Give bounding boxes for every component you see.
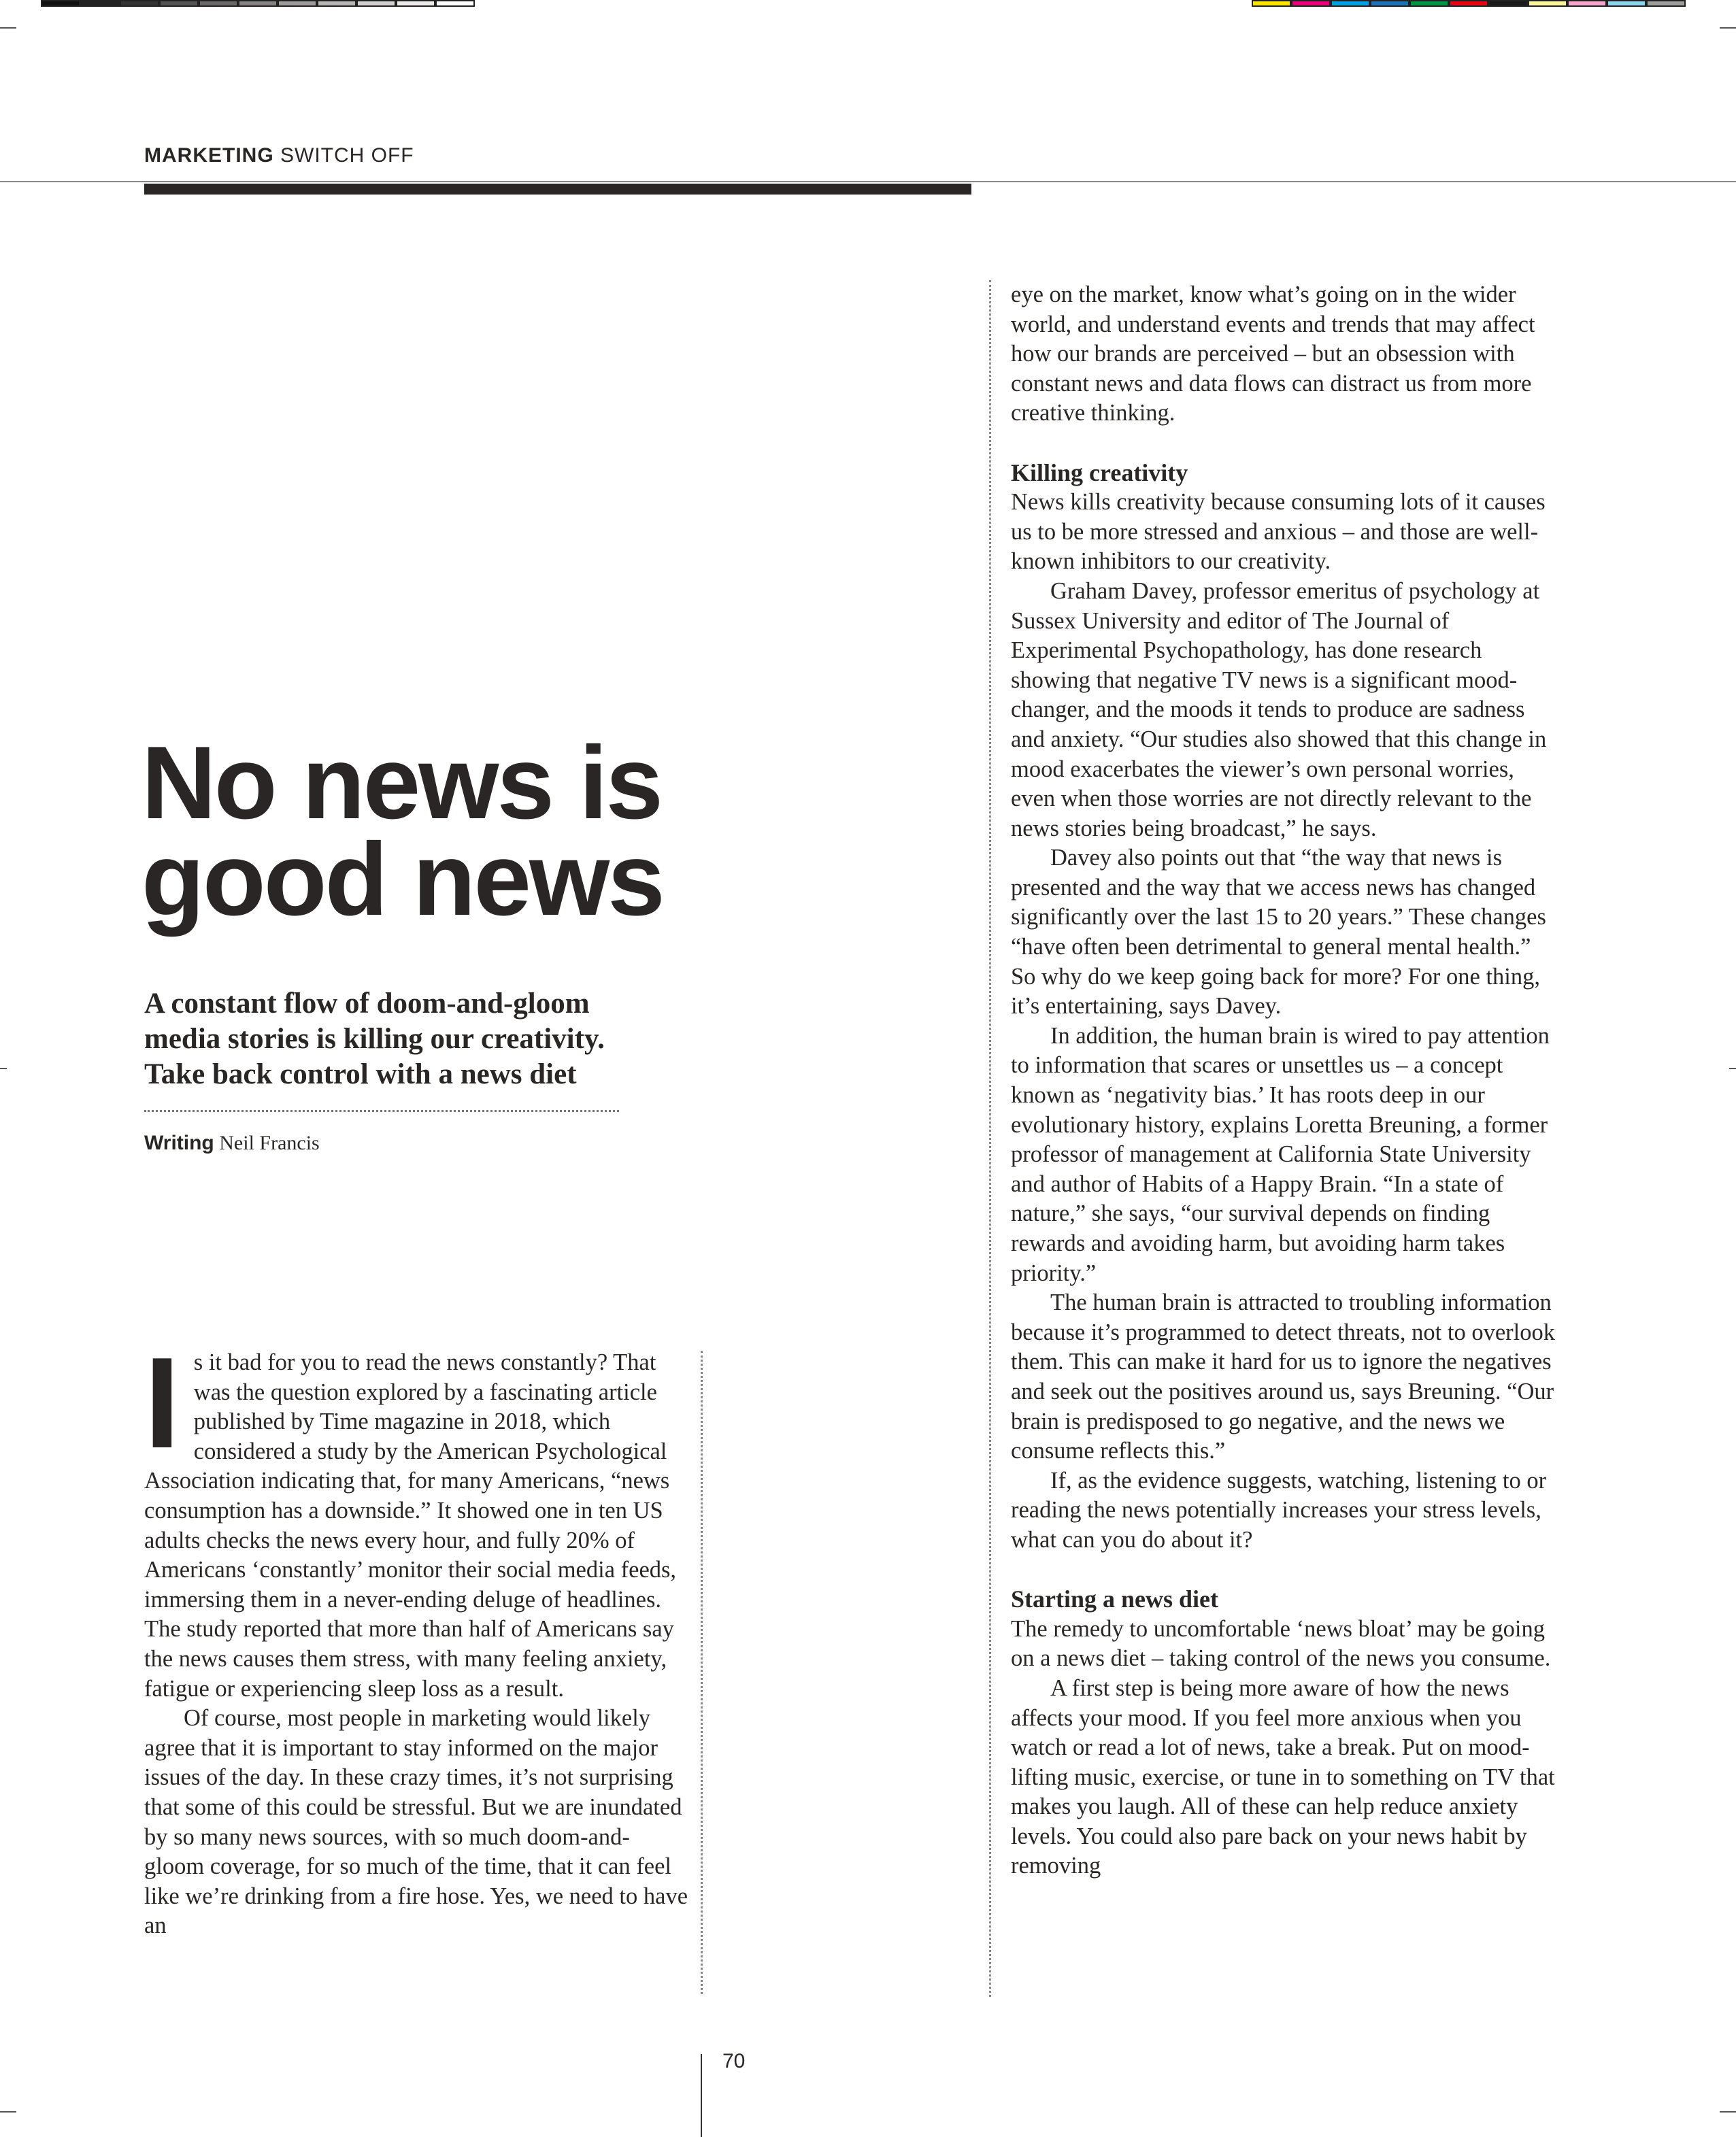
calibration-swatch	[1291, 0, 1331, 7]
section-name: MARKETING	[144, 144, 274, 167]
calibration-swatch	[1331, 0, 1370, 7]
body-paragraph: If, as the evidence suggests, watching, listening to or reading the news potentially increases your stress levels, what can you do about it?	[1011, 1467, 1547, 1553]
calibration-swatch	[1607, 0, 1646, 7]
calibration-swatch	[1528, 0, 1567, 7]
body-paragraph: eye on the market, know what’s going on in the wider world, and understand events and trends that may affect how our brands are perceived – but an obsession with constant news and data flows can distract us from more creative thinking.	[1011, 282, 1535, 426]
subheading: Killing creativity	[1011, 458, 1188, 486]
byline-author: Neil Francis	[219, 1132, 320, 1154]
calibration-swatch	[80, 0, 120, 7]
crop-mark	[0, 1068, 7, 1069]
crop-mark	[1720, 2111, 1736, 2113]
crop-mark	[1720, 27, 1736, 29]
headline: No news is good news	[141, 725, 663, 937]
calibration-swatch	[238, 0, 278, 7]
body-paragraph: s it bad for you to read the news constantly? That was the question explored by a fascinating article published by Time magazine in 2018, which considered a study by the American Psychological Association indicating that, for many Americans, “news consumption has a downside.” It showed one in ten US adults checks the news every hour, and fully 20% of Americans ‘constantly’ monitor their social media feeds, immersing them in a never-ending deluge of headlines. The study reported that more than half of Americans say the news causes them stress, with many feeling anxiety, fatigue or experiencing sleep loss as a result.	[144, 1349, 677, 1702]
calibration-swatch	[1646, 0, 1686, 7]
header-thick-rule	[144, 184, 971, 195]
calibration-swatch	[1488, 0, 1528, 7]
body-paragraph: The human brain is attracted to troubling information because it’s programmed to detect threats, not to overlook them. This can make it hard for us to ignore the negatives and seek out the positives around us, says Breuning. “Our brain is predisposed to go negative, and the news we consume reflects this.”	[1011, 1290, 1555, 1464]
header-rule	[0, 181, 1736, 182]
calibration-swatch	[1449, 0, 1488, 7]
calibration-swatch	[1567, 0, 1607, 7]
calibration-swatch	[278, 0, 317, 7]
body-paragraph: Davey also points out that “the way that news is presented and the way that we access news has changed significantly over the last 15 to 20 years.” These changes “have often been detrimental to general mental health.” So why do we keep going back for more? For one thing, it’s entertaining, says Davey.	[1011, 845, 1546, 1020]
body-paragraph: News kills creativity because consuming lots of it causes us to be more stressed and anxious – and those are well-known inhibitors to our creativity.	[1011, 489, 1546, 575]
byline	[144, 1132, 320, 1155]
body-column-right	[1011, 280, 1555, 1881]
section-header	[144, 144, 414, 167]
calibration-swatch	[1409, 0, 1449, 7]
calibration-swatch	[41, 0, 80, 7]
folio-rule	[701, 2054, 702, 2137]
crop-mark	[1729, 1068, 1736, 1069]
crop-mark	[0, 2111, 16, 2113]
standfirst: A constant flow of doom-and-gloom media stories is killing our creativity. Take back control with a news diet	[144, 988, 605, 1090]
byline-divider	[144, 1110, 619, 1112]
grayscale-calibration-bar	[41, 0, 475, 7]
crop-mark	[0, 27, 16, 29]
body-paragraph: Of course, most people in marketing would likely agree that it is important to stay informed on the major issues of the day. In these crazy times, it’s not surprising that some of this could be stressful. But we are inundated by so many news sources, with so much doom-and-gloom coverage, for so much of the time, that it can feel like we’re drinking from a fire hose. Yes, we need to have an	[144, 1705, 688, 1939]
subsection-name: SWITCH OFF	[280, 144, 414, 167]
column-divider	[989, 280, 991, 1997]
body-paragraph: The remedy to uncomfortable ‘news bloat’ may be going on a news diet – taking control of the news you consume.	[1011, 1615, 1551, 1672]
page-number: 70	[722, 2050, 746, 2072]
body-paragraph: A first step is being more aware of how the news affects your mood. If you feel more anxious when you watch or read a lot of news, take a break. Put on mood-lifting music, exercise, or tune in to something on TV that makes you laugh. All of these can help reduce anxiety levels. You could also pare back on your news habit by removing	[1011, 1675, 1555, 1879]
color-calibration-bar	[1252, 0, 1686, 7]
body-paragraph: Graham Davey, professor emeritus of psychology at Sussex University and editor of The Journal of Experimental Psychopathology, has done research showing that negative TV news is a significant mood-changer, and the moods it tends to produce are sadness and anxiety. “Our studies also showed that this change in mood exacerbates the viewer’s own personal worries, even when those worries are not directly relevant to the news stories being broadcast,” he says.	[1011, 577, 1547, 841]
calibration-swatch	[317, 0, 356, 7]
body-column-left	[144, 1331, 688, 1941]
calibration-swatch	[396, 0, 435, 7]
calibration-swatch	[159, 0, 199, 7]
calibration-swatch	[435, 0, 475, 7]
calibration-swatch	[120, 0, 159, 7]
column-divider	[701, 1351, 703, 1994]
calibration-swatch	[356, 0, 396, 7]
subheading: Starting a news diet	[1011, 1585, 1218, 1613]
calibration-swatch	[199, 0, 238, 7]
calibration-swatch	[1252, 0, 1291, 7]
body-paragraph: In addition, the human brain is wired to pay attention to information that scares or unsettles us – a concept known as ‘negativity bias.’ It has roots deep in our evolutionary history, explains Loretta Breuning, a former professor of management at California State University and author of Habits of a Happy Brain. “In a state of nature,” she says, “our survival depends on finding rewards and avoiding harm, but avoiding harm takes priority.”	[1011, 1022, 1550, 1286]
byline-label: Writing	[144, 1132, 214, 1154]
dropcap: I	[144, 1331, 180, 1475]
calibration-swatch	[1370, 0, 1409, 7]
